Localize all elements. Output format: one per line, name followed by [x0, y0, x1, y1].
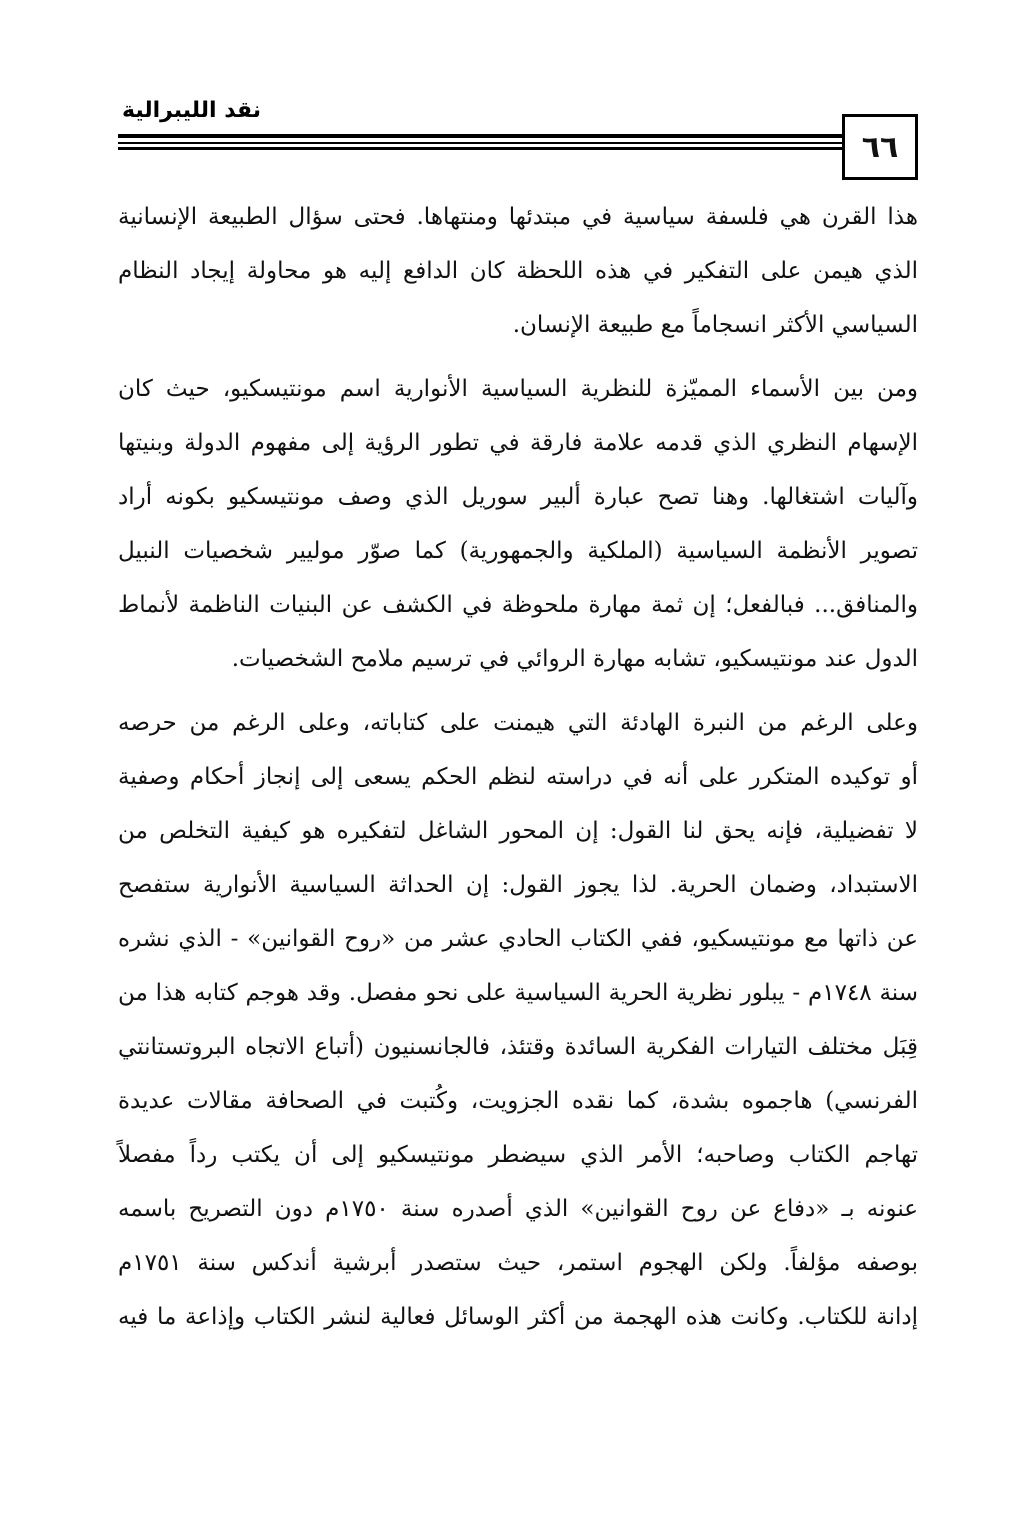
header-rule-thick: [118, 134, 842, 138]
text-line: بوصفه مؤلفاً. ولكن الهجوم استمر، حيث ستصدر أبرشية أندكس سنة ١٧٥١م: [118, 1250, 918, 1276]
text-line: الفرنسي) هاجموه بشدة، كما نقده الجزويت، وكُتبت في الصحافة مقالات عديدة: [118, 1088, 918, 1114]
text-line: والمنافق... فبالفعل؛ إن ثمة مهارة ملحوظة في الكشف عن البنيات الناظمة لأنماط: [118, 592, 918, 618]
text-line: هذا القرن هي فلسفة سياسية في مبتدئها ومنتهاها. فحتى سؤال الطبيعة الإنسانية: [118, 204, 918, 230]
text-line: تصوير الأنظمة السياسية (الملكية والجمهورية) كما صوّر موليير شخصيات النبيل: [118, 538, 918, 564]
text-line: وعلى الرغم من النبرة الهادئة التي هيمنت على كتاباته، وعلى الرغم من حرصه: [118, 710, 918, 736]
header-rule-thin: [118, 142, 842, 144]
paragraph-2: [118, 362, 918, 686]
header-rule-bottom: [118, 147, 842, 150]
page-number: ٦٦: [842, 114, 918, 180]
body-text: [118, 190, 918, 1344]
text-line: لا تفضيلية، فإنه يحق لنا القول: إن المحور الشاغل لتفكيره هو كيفية التخلص من: [118, 818, 918, 844]
text-line: وآليات اشتغالها. وهنا تصح عبارة ألبير سوريل الذي وصف مونتيسكيو بكونه أراد: [118, 484, 918, 510]
text-line: عن ذاتها مع مونتيسكيو، ففي الكتاب الحادي عشر من «روح القوانين» - الذي نشره: [118, 926, 918, 952]
paragraph-1: [118, 190, 918, 352]
paragraph-3: [118, 696, 918, 1344]
text-line: قِبَل مختلف التيارات الفكرية السائدة وقتئذ، فالجانسنيون (أتباع الاتجاه البروتستانتي: [118, 1034, 918, 1060]
text-line: الذي هيمن على التفكير في هذه اللحظة كان الدافع إليه هو محاولة إيجاد النظام: [118, 258, 918, 284]
running-title: نقد الليبرالية: [122, 98, 262, 123]
text-line: الاستبداد، وضمان الحرية. لذا يجوز القول: إن الحداثة السياسية الأنوارية ستفصح: [118, 872, 918, 898]
text-line: السياسي الأكثر انسجاماً مع طبيعة الإنسان.: [512, 312, 918, 338]
text-line: الإسهام النظري الذي قدمه علامة فارقة في تطور الرؤية إلى مفهوم الدولة وبنيتها: [118, 430, 918, 456]
text-line: ومن بين الأسماء المميّزة للنظرية السياسية الأنوارية اسم مونتيسكيو، حيث كان: [118, 376, 918, 402]
text-line: أو توكيده المتكرر على أنه في دراسته لنظم الحكم يسعى إلى إنجاز أحكام وصفية: [118, 764, 918, 790]
text-line: إدانة للكتاب. وكانت هذه الهجمة من أكثر الوسائل فعالية لنشر الكتاب وإذاعة ما فيه: [118, 1304, 919, 1330]
text-line: عنونه بـ «دفاع عن روح القوانين» الذي أصدره سنة ١٧٥٠م دون التصريح باسمه: [118, 1196, 918, 1222]
text-line: سنة ١٧٤٨م - يبلور نظرية الحرية السياسية على نحو مفصل. وقد هوجم كتابه هذا من: [118, 980, 919, 1006]
text-line: الدول عند مونتيسكيو، تشابه مهارة الروائي في ترسيم ملامح الشخصيات.: [231, 646, 918, 672]
text-line: تهاجم الكتاب وصاحبه؛ الأمر الذي سيضطر مونتيسكيو إلى أن يكتب رداً مفصلاً: [118, 1142, 918, 1168]
